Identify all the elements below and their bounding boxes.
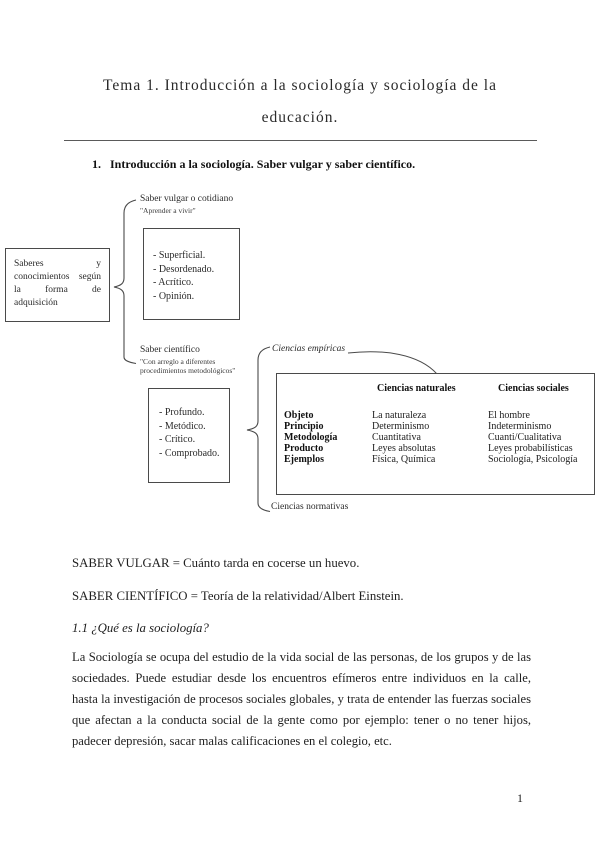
table-row xyxy=(284,410,594,421)
row-label: Metodología xyxy=(284,432,338,443)
page-title-line1: Tema 1. Introducción a la sociología y sociología de la xyxy=(103,77,497,94)
row-label: Objeto xyxy=(284,410,314,421)
diagram-root-box xyxy=(5,248,110,322)
vulgar-trait: - Opinión. xyxy=(153,290,195,302)
row-natural-value: Leyes absolutas xyxy=(372,443,436,454)
branch-cientifico-title: Saber científico xyxy=(140,345,200,355)
cientifico-trait: - Crítico. xyxy=(159,434,196,445)
row-label: Principio xyxy=(284,421,324,432)
row-social-value: Cuanti/Cualitativa xyxy=(488,432,562,443)
branch-cientifico-subtitle xyxy=(140,358,235,375)
branch-cientifico-subtitle-line1: "Con arreglo a diferentes xyxy=(140,357,216,366)
branch-vulgar-title: Saber vulgar o cotidiano xyxy=(140,194,234,204)
table-row xyxy=(284,421,594,432)
diagram-root-text: Saberes y conocimientos según la forma de adquisición xyxy=(14,259,101,308)
horizontal-divider xyxy=(64,140,537,141)
branch-cientifico-subtitle-line2: procedimientos metodológicos" xyxy=(140,365,236,375)
row-social-value: Sociología, Psicología xyxy=(488,454,578,465)
cientifico-trait: - Comprobado. xyxy=(159,447,220,459)
column-header-naturales: Ciencias naturales xyxy=(377,383,456,394)
cientifico-trait: - Metódico. xyxy=(159,420,206,432)
section-number: 1. xyxy=(92,157,101,171)
vulgar-trait: - Desordenado. xyxy=(153,263,215,275)
row-natural-value: Física, Química xyxy=(372,454,436,465)
page-number: 1 xyxy=(517,791,523,805)
table-row xyxy=(284,432,594,443)
page-title xyxy=(0,70,600,134)
vulgar-traits-box xyxy=(143,228,240,320)
ciencias-normativas-label: Ciencias normativas xyxy=(271,502,349,512)
table-row xyxy=(284,443,594,454)
row-natural-value: La naturaleza xyxy=(372,410,427,421)
curly-brace-right xyxy=(247,347,270,512)
curved-connector xyxy=(348,352,437,374)
ciencias-empiricas-label: Ciencias empíricas xyxy=(272,344,346,354)
saber-vulgar-line: SABER VULGAR = Cuánto tarda en cocerse un huevo. xyxy=(72,556,360,570)
row-social-value: Indeterminismo xyxy=(488,421,552,432)
section-heading-text: Introducción a la sociología. Saber vulgar y saber científico. xyxy=(110,157,416,171)
cientifico-traits-box xyxy=(148,388,230,483)
row-natural-value: Determinismo xyxy=(372,421,430,432)
saber-cientifico-line: SABER CIENTÍFICO = Teoría de la relatividad/Albert Einstein. xyxy=(72,589,404,603)
cientifico-trait: - Profundo. xyxy=(159,407,205,418)
vulgar-trait: - Superficial. xyxy=(153,250,206,261)
row-social-value: Leyes probabilísticas xyxy=(488,443,573,454)
intro-paragraph: La Sociología se ocupa del estudio de la vida social de las personas, de los grupos y de las sociedades. Puede estudiar desde los encuentros efímeros entre individuos en la calle, hasta la investigación de procesos sociales globales, y trata de entender las fuerzas sociales que afectan a la conducta social de la gente como por ejemplo: tener o no tener hijos, padecer depresión, sacar malas calificaciones en el colegio, etc. xyxy=(72,650,531,748)
page-title-line2: educación. xyxy=(261,109,339,126)
branch-vulgar-subtitle: "Aprender a vivir" xyxy=(140,206,196,215)
subheading-que-es-sociologia: 1.1 ¿Qué es la sociología? xyxy=(72,621,209,635)
row-label: Ejemplos xyxy=(284,454,324,465)
column-header-sociales: Ciencias sociales xyxy=(498,383,569,394)
row-label: Producto xyxy=(284,443,324,454)
section-heading xyxy=(92,157,552,172)
row-social-value: El hombre xyxy=(488,410,530,421)
vulgar-trait: - Acrítico. xyxy=(153,277,194,288)
curly-brace-left xyxy=(114,200,136,364)
table-row xyxy=(284,454,594,465)
row-natural-value: Cuantitativa xyxy=(372,432,421,443)
